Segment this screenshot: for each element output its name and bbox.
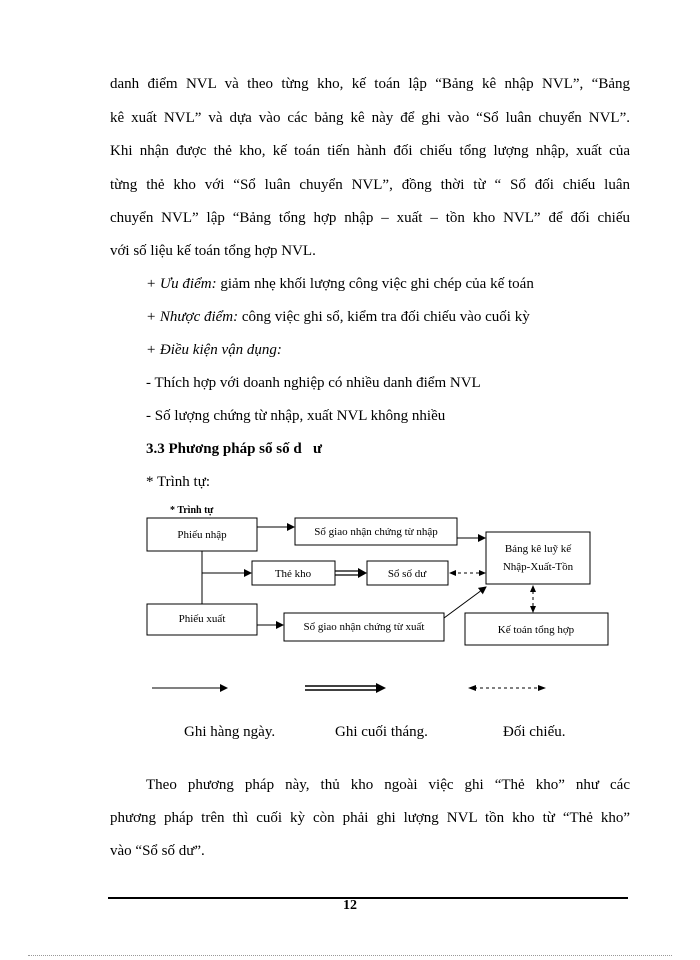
advantage-text: giảm nhẹ khối lượng công việc ghi chép của kế toán [216,276,534,292]
dashed-arrow-head-right [479,570,486,576]
legend-reconcile-head-right [538,685,546,691]
legend-daily-label: Ghi hàng ngày. [184,724,276,740]
legend-reconcile-label: Đối chiếu. [503,724,566,740]
dashed-up-head [530,585,536,592]
legend-monthend-label: Ghi cuối tháng. [335,724,428,740]
body-text-line: Khi nhận được thẻ kho, kế toán tiến hành đối chiếu tổng lượng nhập, xuất của [110,143,630,159]
diagram-title: * Trình tự [170,505,214,516]
sequence-label: * Trình tự: [146,474,210,490]
disadvantage-text: công việc ghi sổ, kiểm tra đối chiếu vào cuối kỳ [238,309,530,325]
the-kho-label: Thẻ kho [274,568,312,580]
page-bottom-dotted-line [28,955,672,956]
phieu-xuat-label: Phiếu xuất [178,613,226,625]
body-text-line: vào “Sổ số dư”. [110,843,205,859]
body-text-line: phương pháp trên thì cuối kỳ còn phải ghi lượng NVL tồn kho từ “Thẻ kho” [110,810,630,826]
bullet-item: - Thích hợp với doanh nghiệp có nhiều danh điểm NVL [146,375,481,391]
body-text-line: kê xuất NVL” và dựa vào các bảng kê này để ghi vào “Sổ luân chuyển NVL”. [110,110,630,126]
body-text-line: Theo phương pháp này, thủ kho ngoài việc ghi “Thẻ kho” như các [146,777,630,793]
conditions-label: + Điều kiện vận dụng: [146,342,282,358]
ke-toan-tong-hop-label: Kế toán tổng hợp [497,624,575,636]
legend-reconcile-head-left [468,685,476,691]
so-so-du-label: Sổ số dư [387,568,427,580]
body-text-line: danh điểm NVL và theo từng kho, kế toán lập “Bảng kê nhập NVL”, “Bảng [110,76,630,92]
phieu-nhap-label: Phiếu nhập [177,529,227,541]
dashed-arrow-head-left [449,570,456,576]
double-arrow-head [358,568,367,578]
dashed-down-head [530,606,536,613]
page-number: 12 [343,898,357,913]
so-giao-nhan-xuat-label: Sổ giao nhận chứng từ xuất [303,621,425,633]
body-text-line: với số liệu kế toán tổng hợp NVL. [110,243,316,259]
body-text-line: chuyển NVL” lập “Bảng tổng hợp nhập – xuất – tồn kho NVL” để đối chiếu [110,210,630,226]
section-heading: 3.3 Phương pháp sổ số d ư [146,441,322,457]
bang-ke-label-line1: Bảng kê luỹ kế [504,543,572,555]
disadvantage-label: + Nhược điểm: [146,309,239,325]
so-giao-nhan-nhap-label: Sổ giao nhận chứng từ nhập [314,526,438,538]
advantage-label: + Ưu điểm: [146,276,217,292]
legend-monthend-arrow-head [376,683,386,693]
bullet-item: - Số lượng chứng từ nhập, xuất NVL không nhiều [146,408,446,424]
bang-ke-box [486,532,590,584]
body-text-line: từng thẻ kho với “Sổ luân chuyển NVL”, đồng thời từ “ Sổ đối chiếu luân [110,177,630,193]
bang-ke-label-line2: Nhập-Xuất-Tồn [502,561,574,573]
